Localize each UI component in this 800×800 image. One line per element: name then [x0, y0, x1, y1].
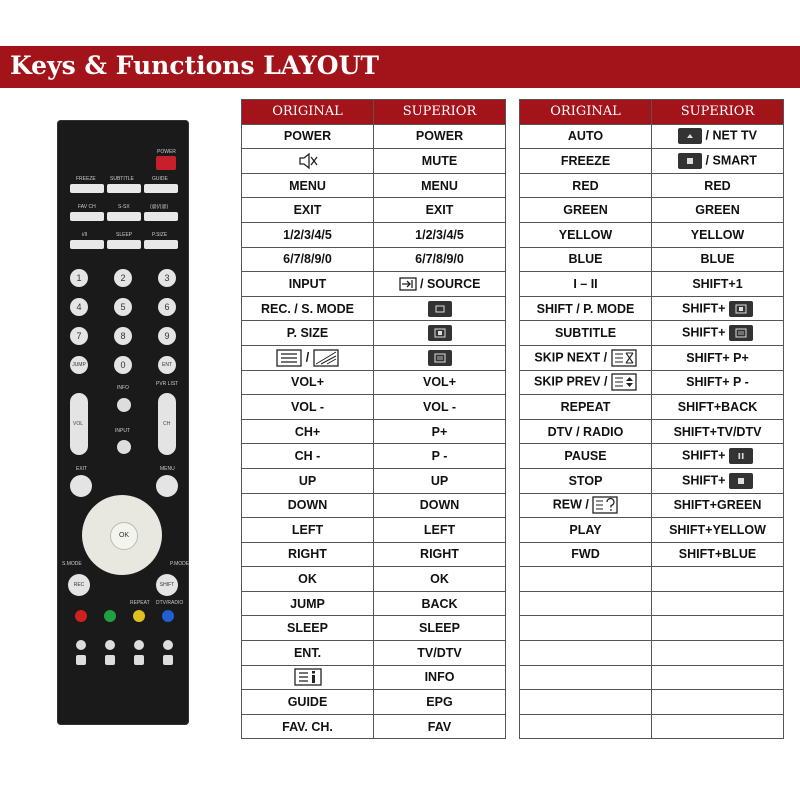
cell-original: PAUSE — [520, 444, 652, 469]
cell-superior: SHIFT+1 — [652, 272, 784, 297]
cell-original: DTV / RADIO — [520, 419, 652, 444]
table-row — [242, 616, 506, 641]
remote-ok-button: OK — [110, 522, 138, 550]
remote-label: MENU — [160, 466, 175, 472]
shift-label: SHIFT+ — [682, 300, 726, 315]
table-row — [242, 419, 506, 444]
net-tv-icon — [678, 128, 702, 144]
reveal-icon — [592, 496, 618, 514]
table-row — [242, 518, 506, 543]
cell-superior: BACK — [374, 591, 506, 616]
info-icon — [294, 668, 322, 686]
remote-digit: JUMP — [70, 356, 88, 374]
table-row — [242, 173, 506, 198]
table-row — [520, 493, 784, 518]
cell-original: I – II — [520, 272, 652, 297]
cell-original: STOP — [520, 468, 652, 493]
cell-original — [520, 714, 652, 739]
remote-power-label: POWER — [157, 149, 176, 155]
table-row — [242, 395, 506, 420]
keys-table-left — [241, 99, 506, 739]
table-row — [520, 542, 784, 567]
column-header-original: ORIGINAL — [520, 100, 652, 125]
cell-original: ENT. — [242, 641, 374, 666]
cell-original: RED — [520, 173, 652, 198]
table-row — [242, 714, 506, 739]
remote-digit: 3 — [158, 269, 176, 287]
cell-original — [520, 616, 652, 641]
table-row — [242, 591, 506, 616]
cell-original: REC. / S. MODE — [242, 296, 374, 321]
remote-key: SHIFT — [156, 574, 178, 596]
table-row — [520, 198, 784, 223]
cell-original: UP — [242, 468, 374, 493]
remote-label: (@)/(@) — [150, 204, 169, 210]
remote-key — [70, 212, 104, 221]
remote-key — [107, 212, 141, 221]
cell-original: YELLOW — [520, 222, 652, 247]
cell-superior: SHIFT+BLUE — [652, 542, 784, 567]
table-row — [242, 641, 506, 666]
remote-digit: 7 — [70, 327, 88, 345]
cell-superior — [652, 641, 784, 666]
table-row — [242, 149, 506, 174]
column-header-superior: SUPERIOR — [374, 100, 506, 125]
aspect-ratio-icon — [428, 325, 452, 341]
cell-superior — [374, 272, 506, 297]
source-input-icon — [399, 277, 417, 291]
cell-superior — [374, 296, 506, 321]
cell-original — [520, 493, 652, 518]
remote-green-key — [104, 610, 116, 622]
table-row — [242, 321, 506, 346]
cell-original — [242, 345, 374, 370]
table-row — [242, 444, 506, 469]
table-row — [242, 665, 506, 690]
cell-superior — [652, 665, 784, 690]
cell-superior: SHIFT+ P - — [652, 370, 784, 395]
table-header-row — [242, 100, 506, 125]
table-row — [242, 345, 506, 370]
remote-digit: 1 — [70, 269, 88, 287]
cell-original: INPUT — [242, 272, 374, 297]
cell-original: 6/7/8/9/0 — [242, 247, 374, 272]
column-header-superior: SUPERIOR — [652, 100, 784, 125]
table-row — [242, 493, 506, 518]
remote-digit: 0 — [114, 356, 132, 374]
remote-yellow-key — [133, 610, 145, 622]
remote-label: INPUT — [115, 428, 130, 434]
remote-key — [76, 655, 86, 665]
table-row — [520, 173, 784, 198]
cell-superior: MUTE — [374, 149, 506, 174]
table-row — [520, 247, 784, 272]
cell-superior — [374, 345, 506, 370]
table-row — [520, 149, 784, 174]
cell-original: CH+ — [242, 419, 374, 444]
cell-superior — [652, 444, 784, 469]
cell-original: LEFT — [242, 518, 374, 543]
cell-superior — [652, 591, 784, 616]
table-row — [520, 419, 784, 444]
remote-digit: 5 — [114, 298, 132, 316]
cell-superior: BLUE — [652, 247, 784, 272]
cell-original — [520, 690, 652, 715]
cell-superior: SHIFT+ P+ — [652, 345, 784, 370]
cell-original: SHIFT / P. MODE — [520, 296, 652, 321]
table-row — [242, 272, 506, 297]
shift-label: SHIFT+ — [682, 473, 726, 487]
cell-original: AUTO — [520, 124, 652, 149]
table-row — [520, 714, 784, 739]
remote-label: S-SX — [118, 204, 130, 210]
remote-key — [107, 184, 141, 193]
cell-superior: UP — [374, 468, 506, 493]
cell-superior — [652, 321, 784, 346]
cell-superior: SHIFT+BACK — [652, 395, 784, 420]
table-row — [242, 198, 506, 223]
cell-original — [520, 591, 652, 616]
table-row — [242, 567, 506, 592]
cell-original: 1/2/3/4/5 — [242, 222, 374, 247]
remote-power-button — [156, 156, 176, 170]
remote-key — [144, 184, 178, 193]
cell-original: VOL+ — [242, 370, 374, 395]
cell-superior: VOL+ — [374, 370, 506, 395]
page-title: Keys & Functions LAYOUT — [10, 51, 379, 80]
cell-superior: RED — [652, 173, 784, 198]
table-row — [520, 616, 784, 641]
cell-superior: SHIFT+GREEN — [652, 493, 784, 518]
table-row — [242, 124, 506, 149]
remote-label: SLEEP — [116, 232, 133, 238]
cell-superior — [652, 616, 784, 641]
cell-superior: SHIFT+TV/DTV — [652, 419, 784, 444]
cell-original: PLAY — [520, 518, 652, 543]
remote-label: P.MODE — [170, 561, 190, 567]
cell-original: GUIDE — [242, 690, 374, 715]
remote-label: DTV/RADIO — [156, 600, 184, 606]
cell-original: FWD — [520, 542, 652, 567]
teletext-icon — [729, 325, 753, 341]
remote-key — [144, 240, 178, 249]
separator-label: / — [305, 350, 310, 365]
remote-digit: 9 — [158, 327, 176, 345]
cell-original: JUMP — [242, 591, 374, 616]
remote-digit: ENT — [158, 356, 176, 374]
cell-superior: SLEEP — [374, 616, 506, 641]
table-row — [242, 370, 506, 395]
cell-superior — [374, 321, 506, 346]
remote-label: SUBTITLE — [110, 176, 134, 182]
table-row — [242, 222, 506, 247]
cell-superior: GREEN — [652, 198, 784, 223]
remote-digit: 2 — [114, 269, 132, 287]
cell-superior — [652, 124, 784, 149]
cell-original: REPEAT — [520, 395, 652, 420]
table-row — [520, 591, 784, 616]
cell-superior: 1/2/3/4/5 — [374, 222, 506, 247]
picture-mode-icon — [428, 301, 452, 317]
table-row — [520, 345, 784, 370]
remote-key — [117, 398, 131, 412]
cell-original — [520, 665, 652, 690]
rew-label: REW / — [552, 497, 589, 512]
cell-superior — [652, 567, 784, 592]
shift-label: SHIFT+ — [682, 325, 726, 340]
remote-key — [163, 640, 173, 650]
remote-key — [70, 475, 92, 497]
table-row — [242, 296, 506, 321]
remote-key — [105, 640, 115, 650]
cell-superior: EXIT — [374, 198, 506, 223]
skip-next-label: SKIP NEXT / — [534, 350, 608, 365]
remote-key — [117, 440, 131, 454]
remote-label: VOL — [73, 421, 84, 427]
cell-original — [242, 665, 374, 690]
table-row — [242, 690, 506, 715]
cell-superior: SHIFT+YELLOW — [652, 518, 784, 543]
skip-prev-icon — [611, 373, 637, 391]
table-row — [520, 395, 784, 420]
table-row — [520, 665, 784, 690]
remote-key — [70, 184, 104, 193]
remote-key — [105, 655, 115, 665]
cell-original: POWER — [242, 124, 374, 149]
table-header-row — [520, 100, 784, 125]
cell-superior: YELLOW — [652, 222, 784, 247]
table-row — [242, 468, 506, 493]
cell-superior — [652, 149, 784, 174]
cell-superior: MENU — [374, 173, 506, 198]
cell-superior: VOL - — [374, 395, 506, 420]
cell-superior: OK — [374, 567, 506, 592]
table-row — [520, 370, 784, 395]
cell-superior — [652, 468, 784, 493]
cell-superior: DOWN — [374, 493, 506, 518]
cell-superior — [652, 714, 784, 739]
remote-label: EXIT — [76, 466, 88, 472]
remote-label: i/II — [82, 232, 88, 238]
remote-blue-key — [162, 610, 174, 622]
table-row — [520, 444, 784, 469]
remote-label: REPEAT — [130, 600, 150, 606]
remote-label: GUIDE — [152, 176, 168, 182]
remote-key — [76, 640, 86, 650]
remote-key — [107, 240, 141, 249]
table-row — [520, 641, 784, 666]
remote-key — [134, 655, 144, 665]
aspect-ratio-icon — [729, 301, 753, 317]
table-row — [520, 222, 784, 247]
cell-superior: POWER — [374, 124, 506, 149]
remote-digit: 4 — [70, 298, 88, 316]
cell-original — [520, 345, 652, 370]
smart-label: / SMART — [705, 153, 757, 168]
cell-original — [520, 567, 652, 592]
remote-key — [156, 475, 178, 497]
remote-key — [144, 212, 178, 221]
cell-superior: LEFT — [374, 518, 506, 543]
cell-superior — [652, 690, 784, 715]
table-row — [520, 296, 784, 321]
cell-original: SUBTITLE — [520, 321, 652, 346]
table-row — [242, 542, 506, 567]
remote-digit: 6 — [158, 298, 176, 316]
cell-original: EXIT — [242, 198, 374, 223]
pause-icon — [729, 448, 753, 464]
smart-icon — [678, 153, 702, 169]
cell-original: DOWN — [242, 493, 374, 518]
cell-superior: EPG — [374, 690, 506, 715]
cell-superior: P+ — [374, 419, 506, 444]
cell-original: CH - — [242, 444, 374, 469]
cell-original — [242, 149, 374, 174]
cell-superior: 6/7/8/9/0 — [374, 247, 506, 272]
subtitle-icon — [313, 349, 339, 367]
cell-original: VOL - — [242, 395, 374, 420]
remote-key: REC — [68, 574, 90, 596]
remote-label: FREEZE — [76, 176, 96, 182]
cell-original: FREEZE — [520, 149, 652, 174]
cell-original: BLUE — [520, 247, 652, 272]
cell-superior: INFO — [374, 665, 506, 690]
cell-superior: TV/DTV — [374, 641, 506, 666]
table-row — [242, 247, 506, 272]
cell-original — [520, 370, 652, 395]
remote-label: PVR LIST — [156, 381, 179, 387]
table-row — [520, 690, 784, 715]
cell-original: OK — [242, 567, 374, 592]
table-row — [520, 468, 784, 493]
table-row — [520, 518, 784, 543]
remote-key — [163, 655, 173, 665]
teletext-icon — [428, 350, 452, 366]
remote-key — [70, 240, 104, 249]
net-tv-label: / NET TV — [705, 128, 757, 143]
cell-superior: P - — [374, 444, 506, 469]
table-row — [520, 567, 784, 592]
keys-table-right — [519, 99, 784, 739]
remote-digit: 8 — [114, 327, 132, 345]
table-row — [520, 124, 784, 149]
shift-label: SHIFT+ — [682, 448, 726, 463]
mute-speaker-icon — [297, 153, 319, 169]
skip-prev-label: SKIP PREV / — [534, 374, 608, 389]
remote-label: P.SIZE — [152, 232, 168, 238]
remote-label: CH — [163, 421, 171, 427]
cell-original: P. SIZE — [242, 321, 374, 346]
stop-icon — [729, 473, 753, 489]
remote-label: S.MODE — [62, 561, 82, 567]
teletext-icon — [276, 349, 302, 367]
column-header-original: ORIGINAL — [242, 100, 374, 125]
skip-next-icon — [611, 349, 637, 367]
source-label: / SOURCE — [420, 276, 481, 291]
table-row — [520, 321, 784, 346]
cell-original: GREEN — [520, 198, 652, 223]
cell-superior — [652, 296, 784, 321]
remote-label: INFO — [117, 385, 129, 391]
table-row — [520, 272, 784, 297]
cell-original — [520, 641, 652, 666]
cell-superior: FAV — [374, 714, 506, 739]
remote-red-key — [75, 610, 87, 622]
cell-original: RIGHT — [242, 542, 374, 567]
remote-label: FAV CH — [78, 204, 96, 210]
header-banner — [0, 46, 800, 88]
remote-key — [134, 640, 144, 650]
cell-superior: RIGHT — [374, 542, 506, 567]
cell-original: FAV. CH. — [242, 714, 374, 739]
cell-original: MENU — [242, 173, 374, 198]
cell-original: SLEEP — [242, 616, 374, 641]
